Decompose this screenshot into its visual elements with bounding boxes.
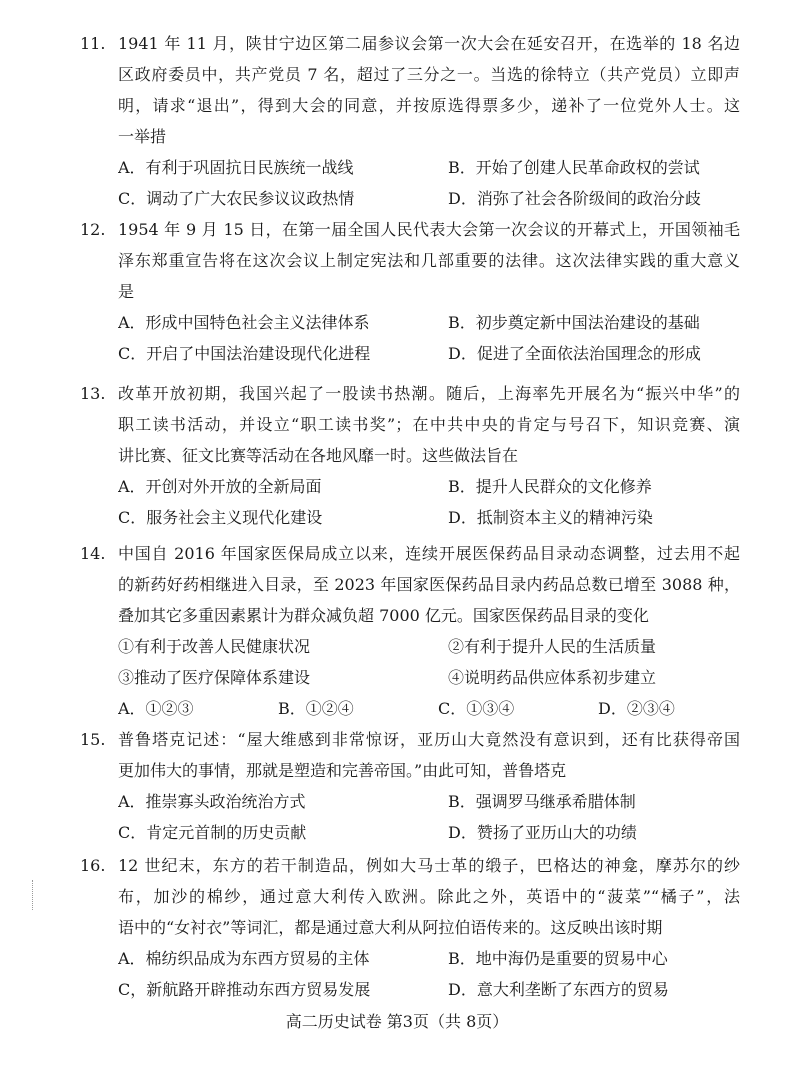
question-text-line: 一举措	[118, 127, 167, 146]
option-d[interactable]: D．抵制资本主义的精神污染	[448, 508, 653, 527]
question-text-line: 泽东郑重宣告将在这次会议上制定宪法和几部重要的法律。这次法律实践的重大意义	[118, 251, 740, 270]
question-text-line: 1954 年 9 月 15 日，在第一届全国人民代表大会第一次会议的开幕式上，开国领袖毛	[118, 220, 740, 239]
option-d[interactable]: D．促进了全面依法治国理念的形成	[448, 344, 701, 363]
question-text-line: 叠加其它多重因素累计为群众减负超 7000 亿元。国家医保药品目录的变化	[118, 606, 649, 625]
question-number: 14.	[80, 544, 106, 563]
option-d[interactable]: D．②③④	[598, 699, 675, 718]
option-c[interactable]: C．服务社会主义现代化建设	[118, 508, 323, 527]
option-b[interactable]: B．初步奠定新中国法治建设的基础	[448, 313, 700, 332]
question-text-line: 是	[118, 282, 135, 301]
option-a[interactable]: A．开创对外开放的全新局面	[118, 477, 322, 496]
question-text-line: 的新药好药相继进入目录，至 2023 年国家医保药品目录内药品总数已增至 3088 种，	[118, 575, 740, 594]
option-a[interactable]: A．有利于巩固抗日民族统一战线	[118, 158, 354, 177]
question-number: 11.	[80, 34, 106, 53]
option-b[interactable]: B．开始了创建人民革命政权的尝试	[448, 158, 700, 177]
question-number: 15.	[80, 730, 106, 749]
question-13	[80, 378, 740, 533]
question-text-line: 普鲁塔克记述：“屋大维感到非常惊讶，亚历山大竟然没有意识到，还有比获得帝国	[118, 730, 740, 749]
question-14	[80, 538, 740, 724]
option-a[interactable]: A．形成中国特色社会主义法律体系	[118, 313, 370, 332]
binding-margin-mark	[32, 880, 35, 910]
option-a[interactable]: A．推崇寡头政治统治方式	[118, 792, 306, 811]
option-b[interactable]: B．地中海仍是重要的贸易中心	[448, 949, 668, 968]
option-d[interactable]: D．赞扬了亚历山大的功绩	[448, 823, 637, 842]
question-number: 12.	[80, 220, 106, 239]
option-c[interactable]: C．调动了广大农民参议议政热情	[118, 189, 355, 208]
question-text-line: 1941 年 11 月，陕甘宁边区第二届参议会第一次大会在延安召开，在选举的 18 名边	[118, 34, 740, 53]
option-b[interactable]: B．提升人民群众的文化修养	[448, 477, 652, 496]
question-16	[80, 850, 740, 1005]
question-text-line: 区政府委员中，共产党员 7 名，超过了三分之一。当选的徐特立（共产党员）立即声	[118, 65, 740, 84]
statement-1: ①有利于改善人民健康状况	[118, 637, 311, 656]
option-c[interactable]: C．开启了中国法治建设现代化进程	[118, 344, 371, 363]
question-text-line: 讲比赛、征文比赛等活动在各地风靡一时。这些做法旨在	[118, 446, 519, 465]
option-c[interactable]: C，新航路开辟推动东西方贸易发展	[118, 980, 371, 999]
question-text-line: 更加伟大的事情，那就是塑造和完善帝国。”由此可知，普鲁塔克	[118, 761, 567, 780]
question-text-line: 职工读书活动，并设立“职工读书奖”；在中共中央的肯定与号召下，知识竞赛、演	[118, 415, 740, 434]
question-text-line: 布，加沙的棉纱，通过意大利传入欧洲。除此之外，英语中的“菠菜”“橘子”，法	[118, 887, 740, 906]
question-text-line: 中国自 2016 年国家医保局成立以来，连续开展医保药品目录动态调整，过去用不起	[118, 544, 740, 563]
question-11	[80, 28, 740, 214]
question-text-line: 明，请求“退出”，得到大会的同意，并按原选得票多少，递补了一位党外人士。这	[118, 96, 740, 115]
statement-2: ②有利于提升人民的生活质量	[448, 637, 657, 656]
question-15	[80, 724, 740, 848]
option-b[interactable]: B．①②④	[278, 699, 354, 718]
question-number: 16.	[80, 856, 106, 875]
option-a[interactable]: A．①②③	[118, 699, 194, 718]
question-text-line: 12 世纪末，东方的若干制造品，例如大马士革的缎子，巴格达的神龛，摩苏尔的纱	[118, 856, 740, 875]
option-c[interactable]: C．肯定元首制的历史贡献	[118, 823, 307, 842]
option-c[interactable]: C．①③④	[438, 699, 515, 718]
option-d[interactable]: D．消弥了社会各阶级间的政治分歧	[448, 189, 701, 208]
question-text-line: 改革开放初期，我国兴起了一股读书热潮。随后，上海率先开展名为“振兴中华”的	[118, 384, 740, 403]
question-number: 13.	[80, 384, 106, 403]
question-text-line: 语中的“女衬衣”等词汇，都是通过意大利从阿拉伯语传来的。这反映出该时期	[118, 918, 663, 937]
option-b[interactable]: B．强调罗马继承希腊体制	[448, 792, 636, 811]
statement-4: ④说明药品供应体系初步建立	[448, 668, 657, 687]
page-footer: 高二历史试卷 第3页（共 8页）	[285, 1012, 509, 1031]
statement-3: ③推动了医疗保障体系建设	[118, 668, 311, 687]
option-d[interactable]: D．意大利垄断了东西方的贸易	[448, 980, 669, 999]
option-a[interactable]: A．棉纺织品成为东西方贸易的主体	[118, 949, 370, 968]
question-12	[80, 214, 740, 369]
